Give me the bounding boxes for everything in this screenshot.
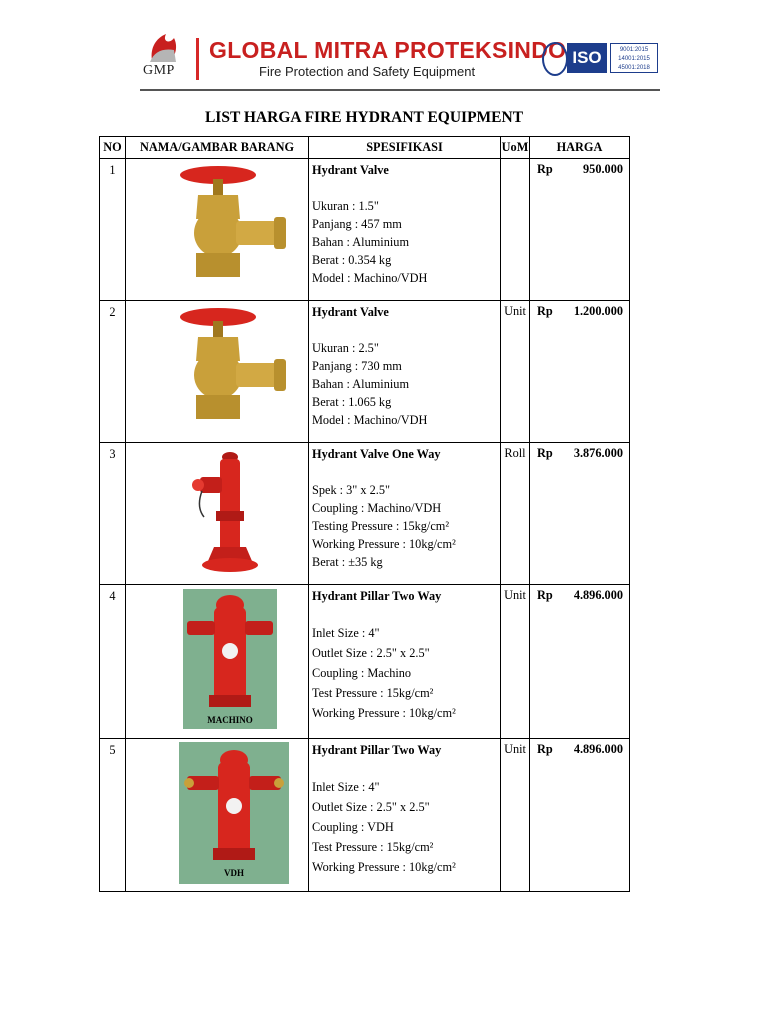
price-cell xyxy=(530,585,630,739)
table-row xyxy=(100,301,630,443)
spec-line: Ukuran : 2.5" xyxy=(312,341,379,355)
price-amount: 950.000 xyxy=(583,162,623,176)
price-cell xyxy=(530,301,630,443)
table-row xyxy=(100,159,630,301)
cert-seal-icon xyxy=(542,42,568,76)
spec-line: Testing Pressure : 15kg/cm² xyxy=(312,519,450,533)
page-title: LIST HARGA FIRE HYDRANT EQUIPMENT xyxy=(204,109,524,126)
product-image-cell xyxy=(126,585,309,739)
price-table xyxy=(99,136,630,892)
currency: Rp xyxy=(537,446,553,460)
spec-line: Bahan : Aluminium xyxy=(312,377,410,391)
price-cell xyxy=(530,159,630,301)
spec-line: Inlet Size : 4" xyxy=(312,780,380,794)
spec-cell xyxy=(309,301,501,443)
price-amount: 4.896.000 xyxy=(573,588,623,602)
uom-cell: Unit xyxy=(501,301,530,443)
product-name: Hydrant Pillar Two Way xyxy=(312,743,442,757)
page-header xyxy=(140,30,660,92)
header-price: HARGA xyxy=(530,137,630,159)
header-rule xyxy=(140,89,660,91)
hydrant-pillar-vdh-image xyxy=(179,742,289,884)
logo-text: GMP xyxy=(143,63,175,78)
spec-line: Outlet Size : 2.5" x 2.5" xyxy=(312,646,430,660)
spec-line: Outlet Size : 2.5" x 2.5" xyxy=(312,800,430,814)
spec-line: Working Pressure : 10kg/cm² xyxy=(312,706,456,720)
currency: Rp xyxy=(537,742,553,756)
company-tagline: Fire Protection and Safety Equipment xyxy=(259,64,476,79)
spec-line: Working Pressure : 10kg/cm² xyxy=(312,860,456,874)
iso-badge: ISO xyxy=(567,43,607,73)
spec-line: Ukuran : 1.5" xyxy=(312,199,379,213)
spec-cell xyxy=(309,159,501,301)
header-no: NO xyxy=(100,137,126,159)
hydrant-one-way-image xyxy=(190,451,260,577)
header-spec: SPESIFIKASI xyxy=(309,137,501,159)
row-no: 3 xyxy=(100,443,126,585)
product-name: Hydrant Pillar Two Way xyxy=(312,589,442,603)
product-name: Hydrant Valve One Way xyxy=(312,447,441,461)
price-amount: 3.876.000 xyxy=(573,446,623,460)
row-no: 4 xyxy=(100,585,126,739)
gmp-logo xyxy=(140,30,188,82)
uom-cell: Unit xyxy=(501,585,530,739)
header-name: NAMA/GAMBAR BARANG xyxy=(126,137,309,159)
product-name: Hydrant Valve xyxy=(312,163,389,177)
spec-line: Working Pressure : 10kg/cm² xyxy=(312,537,456,551)
price-cell xyxy=(530,443,630,585)
spec-line: Bahan : Aluminium xyxy=(312,235,410,249)
spec-line: Panjang : 457 mm xyxy=(312,217,402,231)
spec-line: Test Pressure : 15kg/cm² xyxy=(312,840,434,854)
product-image-cell xyxy=(126,159,309,301)
table-header-row xyxy=(100,137,630,159)
table-row xyxy=(100,585,630,739)
header-uom: UoM xyxy=(501,137,530,159)
spec-cell xyxy=(309,585,501,739)
product-image-cell xyxy=(126,739,309,892)
hydrant-valve-image xyxy=(178,305,293,427)
spec-line: Coupling : Machino xyxy=(312,666,412,680)
hydrant-pillar-machino-image xyxy=(183,589,277,729)
currency: Rp xyxy=(537,304,553,318)
row-no: 2 xyxy=(100,301,126,443)
cert-standard: 14001:2015 xyxy=(618,56,650,62)
spec-line: Berat : 1.065 kg xyxy=(312,395,392,409)
cert-standards xyxy=(610,43,658,73)
iso-certificate-icon xyxy=(542,40,660,76)
product-image-cell xyxy=(126,443,309,585)
flame-helmet-icon xyxy=(140,30,188,64)
spec-line: Model : Machino/VDH xyxy=(312,413,428,427)
image-caption: MACHINO xyxy=(207,715,253,725)
spec-line: Inlet Size : 4" xyxy=(312,626,380,640)
uom-cell: Roll xyxy=(501,443,530,585)
spec-line: Test Pressure : 15kg/cm² xyxy=(312,686,434,700)
price-cell xyxy=(530,739,630,892)
table-row xyxy=(100,443,630,585)
uom-cell xyxy=(501,159,530,301)
currency: Rp xyxy=(537,162,553,176)
spec-cell xyxy=(309,739,501,892)
spec-cell xyxy=(309,443,501,585)
product-image-cell xyxy=(126,301,309,443)
spec-line: Coupling : VDH xyxy=(312,820,394,834)
price-amount: 4.896.000 xyxy=(573,742,623,756)
image-caption: VDH xyxy=(224,868,244,878)
price-amount: 1.200.000 xyxy=(573,304,623,318)
spec-line: Model : Machino/VDH xyxy=(312,271,428,285)
row-no: 1 xyxy=(100,159,126,301)
header-divider xyxy=(196,38,199,80)
hydrant-valve-image xyxy=(178,163,293,285)
spec-line: Panjang : 730 mm xyxy=(312,359,402,373)
row-no: 5 xyxy=(100,739,126,892)
cert-standard: 45001:2018 xyxy=(618,65,650,71)
product-name: Hydrant Valve xyxy=(312,305,389,319)
spec-line: Berat : 0.354 kg xyxy=(312,253,392,267)
spec-line: Spek : 3" x 2.5" xyxy=(312,483,391,497)
uom-cell: Unit xyxy=(501,739,530,892)
cert-standard: 9001:2015 xyxy=(619,47,649,53)
spec-line: Coupling : Machino/VDH xyxy=(312,501,442,515)
company-name: GLOBAL MITRA PROTEKSINDO xyxy=(209,37,567,63)
currency: Rp xyxy=(537,588,553,602)
spec-line: Berat : ±35 kg xyxy=(312,555,383,569)
table-row xyxy=(100,739,630,892)
